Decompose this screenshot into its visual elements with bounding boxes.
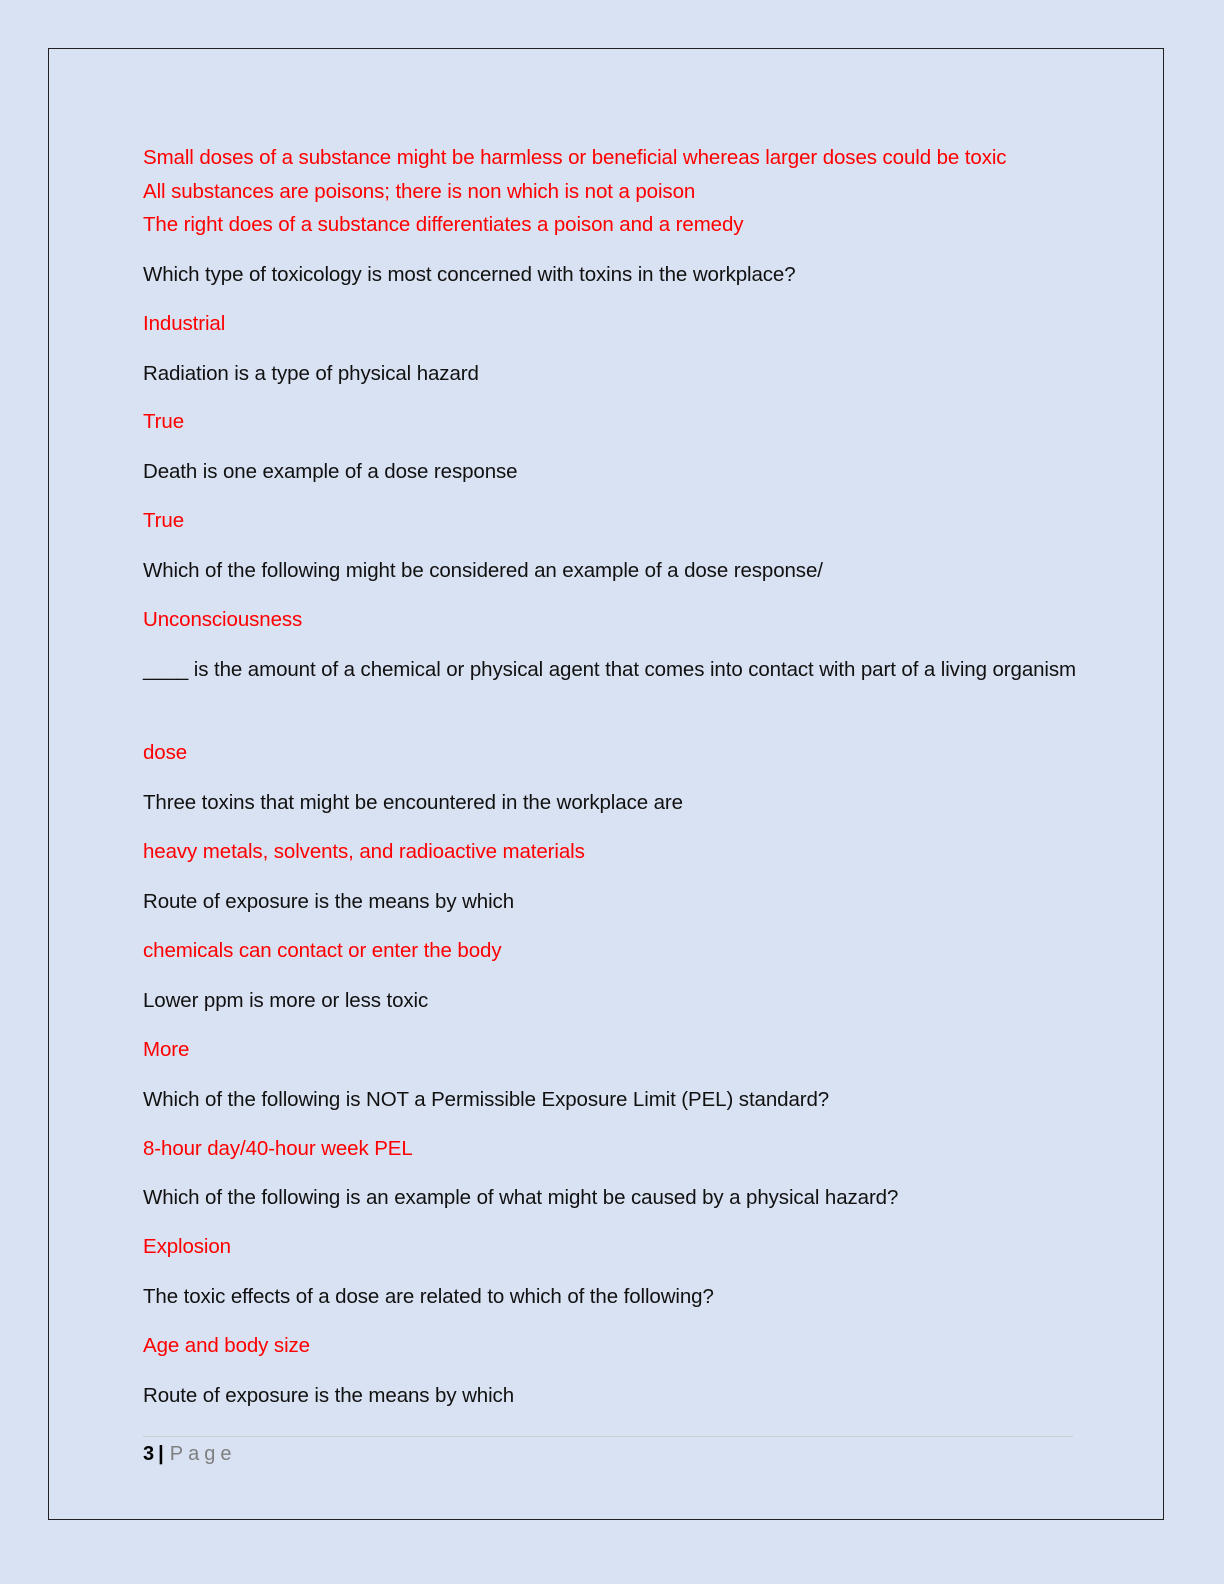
question-line: Which type of toxicology is most concerned with toxins in the workplace?: [143, 263, 796, 286]
page-number: 3: [143, 1443, 155, 1465]
answer-line: All substances are poisons; there is non which is not a poison: [143, 180, 696, 203]
question-line: Death is one example of a dose response: [143, 460, 518, 483]
answer-line: dose: [143, 741, 188, 764]
answer-line: chemicals can contact or enter the body: [143, 939, 502, 962]
answer-line: Age and body size: [143, 1334, 310, 1357]
question-line: Radiation is a type of physical hazard: [143, 362, 479, 385]
answer-line: The right does of a substance differentiates a poison and a remedy: [143, 213, 744, 236]
answer-line: Unconsciousness: [143, 608, 303, 631]
page-footer: [143, 1441, 236, 1467]
answer-line: True: [143, 410, 184, 433]
answer-line: Industrial: [143, 312, 226, 335]
answer-line: More: [143, 1038, 190, 1061]
question-line: Which of the following might be considered an example of a dose response/: [143, 559, 823, 582]
question-line: Route of exposure is the means by which: [143, 890, 514, 913]
answer-line: Small doses of a substance might be harmless or beneficial whereas larger doses could be toxic: [143, 146, 1007, 169]
answer-line: True: [143, 509, 184, 532]
answer-line: 8-hour day/40-hour week PEL: [143, 1137, 413, 1160]
page-label: Page: [169, 1443, 237, 1465]
footer-divider: [143, 1436, 1073, 1437]
question-line: Lower ppm is more or less toxic: [143, 989, 429, 1012]
question-line: Which of the following is an example of what might be caused by a physical hazard?: [143, 1186, 899, 1209]
question-line: The toxic effects of a dose are related to which of the following?: [143, 1285, 714, 1308]
question-line: Route of exposure is the means by which: [143, 1384, 514, 1407]
question-line: Three toxins that might be encountered in the workplace are: [143, 791, 683, 814]
answer-line: Explosion: [143, 1235, 231, 1258]
question-line: Which of the following is NOT a Permissible Exposure Limit (PEL) standard?: [143, 1088, 830, 1111]
answer-line: heavy metals, solvents, and radioactive materials: [143, 840, 585, 863]
question-line: ____ is the amount of a chemical or physical agent that comes into contact with part of a living organism: [143, 658, 1077, 681]
footer-separator: |: [158, 1443, 164, 1465]
